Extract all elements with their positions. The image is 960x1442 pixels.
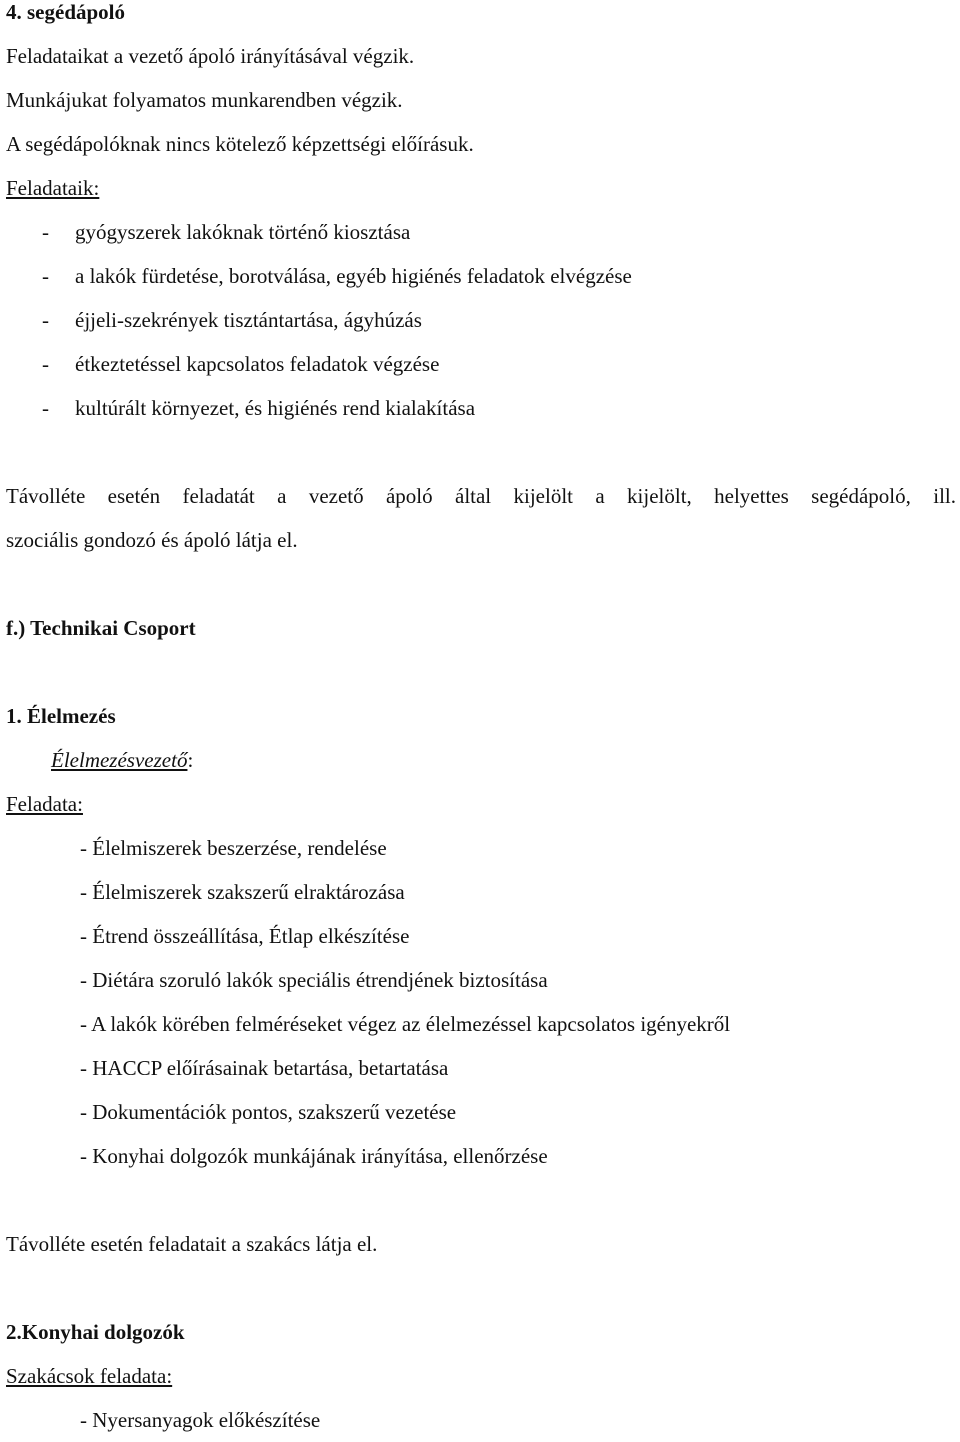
- absence-paragraph-line: Távolléte esetén feladatát a vezető ápoló által kijelölt a kijelölt, helyettes segédápoló, ill.: [6, 484, 956, 508]
- list-dash: -: [42, 352, 49, 376]
- list-item-text: gyógyszerek lakóknak történő kiosztása: [75, 220, 411, 244]
- list-dash: -: [42, 308, 49, 332]
- tasks-label: Feladataik:: [6, 176, 100, 200]
- spacer: [6, 650, 956, 694]
- list-item: [6, 298, 956, 342]
- list-item: - Nyersanyagok előkészítése: [80, 1408, 321, 1432]
- list-dash: -: [42, 220, 49, 244]
- list-item: - Diétára szoruló lakók speciális étrendjének biztosítása: [80, 968, 548, 992]
- list-item-text: étkeztetéssel kapcsolatos feladatok végzése: [75, 352, 440, 376]
- role-title-colon: :: [187, 748, 194, 772]
- spacer: [6, 1266, 956, 1310]
- spacer: [6, 562, 956, 606]
- intro-line: A segédápolóknak nincs kötelező képzettségi előírásuk.: [6, 132, 474, 156]
- list-item: - Élelmiszerek beszerzése, rendelése: [80, 836, 387, 860]
- task-list: [6, 826, 956, 1178]
- section-heading-segedapolo: 4. segédápoló: [6, 0, 126, 24]
- document-page: [6, 0, 956, 1442]
- spacer: [6, 1178, 956, 1222]
- list-item-text: éjjeli-szekrények tisztántartása, ágyhúzás: [75, 308, 422, 332]
- intro-line: Munkájukat folyamatos munkarendben végzik.: [6, 88, 403, 112]
- task-list: [6, 1398, 956, 1442]
- list-dash: -: [42, 396, 49, 420]
- list-item: - Dokumentációk pontos, szakszerű vezetése: [80, 1100, 457, 1124]
- list-item: - Konyhai dolgozók munkájának irányítása, ellenőrzése: [80, 1144, 548, 1168]
- task-list: [6, 210, 956, 430]
- section-heading-elelmezes: 1. Élelmezés: [6, 704, 116, 728]
- section-heading-konyhai-dolgozok: 2.Konyhai dolgozók: [6, 1320, 185, 1344]
- list-item: - HACCP előírásainak betartása, betartatása: [80, 1056, 449, 1080]
- role-title-text: Élelmezésvezető: [51, 748, 188, 772]
- list-item: [6, 342, 956, 386]
- list-item: [6, 254, 956, 298]
- list-item: - Élelmiszerek szakszerű elraktározása: [80, 880, 405, 904]
- tasks-label: Feladata:: [6, 792, 83, 816]
- section-heading-technikai-csoport: f.) Technikai Csoport: [6, 616, 196, 640]
- absence-paragraph-line: szociális gondozó és ápoló látja el.: [6, 528, 298, 552]
- list-item: - Étrend összeállítása, Étlap elkészítése: [80, 924, 410, 948]
- spacer: [6, 430, 956, 474]
- tasks-label: Szakácsok feladata:: [6, 1364, 173, 1388]
- list-dash: -: [42, 264, 49, 288]
- list-item: [6, 210, 956, 254]
- list-item: [6, 386, 956, 430]
- list-item: - A lakók körében felméréseket végez az élelmezéssel kapcsolatos igényekről: [80, 1012, 731, 1036]
- role-title: [6, 738, 956, 782]
- list-item-text: kultúrált környezet, és higiénés rend kialakítása: [75, 396, 476, 420]
- list-item-text: a lakók fürdetése, borotválása, egyéb higiénés feladatok elvégzése: [75, 264, 632, 288]
- intro-line: Feladataikat a vezető ápoló irányításával végzik.: [6, 44, 415, 68]
- absence-paragraph-line: Távolléte esetén feladatait a szakács látja el.: [6, 1232, 378, 1256]
